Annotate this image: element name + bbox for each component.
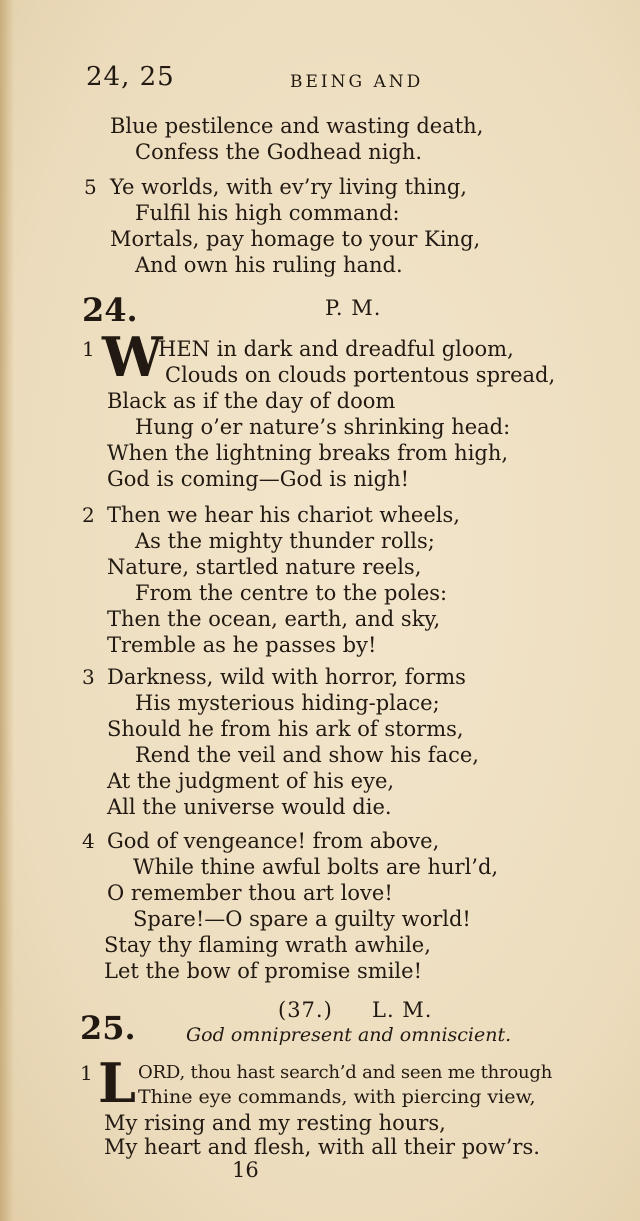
hymn23-v5-line: Ye worlds, with ev’ry living thing, [110, 175, 467, 199]
hymn24-v2-line: From the centre to the poles: [135, 581, 448, 605]
hymn25-v1-line: My rising and my resting hours, [104, 1111, 446, 1135]
verse-number: 4 [82, 829, 95, 853]
hymn24-v4-line: Let the bow of promise smile! [104, 959, 423, 983]
verse-number: 1 [82, 337, 95, 361]
hymn24-v3-line: Should he from his ark of storms, [107, 717, 464, 741]
hymn24-v2-line: Tremble as he passes by! [107, 633, 377, 657]
hymn23-v5-line: And own his ruling hand. [135, 253, 403, 277]
verse-number: 3 [82, 665, 95, 689]
hymn24-v4-line: Spare!—O spare a guilty world! [133, 907, 471, 931]
hymn24-v4-line: Stay thy flaming wrath awhile, [104, 933, 431, 957]
hymn-reference: (37.) [278, 998, 333, 1022]
hymn24-v1-line: Clouds on clouds portentous spread, [165, 363, 556, 387]
hymn25-v1-line: ORD, thou hast search’d and seen me through [138, 1062, 553, 1083]
hymn-number: 24. [82, 291, 138, 329]
verse-number: 5 [84, 175, 97, 199]
hymn24-v2-line: Then we hear his chariot wheels, [107, 503, 460, 527]
hymn24-v1-line: HEN in dark and dreadful gloom, [158, 337, 514, 361]
hymn24-v3-line: Rend the veil and show his face, [135, 743, 479, 767]
hymn23-line: Confess the Godhead nigh. [135, 140, 423, 164]
hymn24-v2-line: As the mighty thunder rolls; [135, 529, 435, 553]
hymn24-v1-line: God is coming—God is nigh! [107, 467, 410, 491]
drop-cap: W [102, 325, 163, 389]
verse-number: 1 [80, 1061, 93, 1085]
hymn-meter: L. M. [372, 998, 433, 1022]
hymn24-v3-line: Darkness, wild with horror, forms [107, 665, 466, 689]
hymn24-v1-line: When the lightning breaks from high, [107, 441, 509, 465]
page-range-header: 24, 25 [86, 62, 175, 92]
hymn24-v4-line: God of vengeance! from above, [107, 829, 440, 853]
hymn24-v2-line: Nature, startled nature reels, [107, 555, 422, 579]
hymn25-v1-line: Thine eye commands, with piercing view, [138, 1086, 536, 1108]
hymn24-v3-line: At the judgment of his eye, [107, 769, 395, 793]
hymn24-v3-line: All the universe would die. [107, 795, 392, 819]
hymn23-line: Blue pestilence and wasting death, [110, 114, 484, 138]
hymn24-v2-line: Then the ocean, earth, and sky, [107, 607, 441, 631]
hymn24-v4-line: While thine awful bolts are hurl’d, [133, 855, 499, 879]
hymn24-v1-line: Black as if the day of doom [107, 389, 396, 413]
running-title: BEING AND [290, 72, 424, 92]
verse-number: 2 [82, 503, 95, 527]
hymn-subtitle: God omnipresent and omniscient. [186, 1024, 512, 1046]
hymn25-v1-line: My heart and flesh, with all their pow’rs. [104, 1135, 540, 1159]
hymn23-v5-line: Mortals, pay homage to your King, [110, 227, 481, 251]
hymn-meter: P. M. [325, 296, 382, 320]
hymn24-v3-line: His mysterious hiding-place; [135, 691, 440, 715]
hymn23-v5-line: Fulfil his high command: [135, 201, 400, 225]
hymn-number: 25. [80, 1009, 136, 1047]
drop-cap: L [98, 1051, 136, 1115]
page-number: 16 [232, 1158, 259, 1182]
page-edge-shadow [0, 0, 14, 1221]
hymn24-v1-line: Hung o’er nature’s shrinking head: [135, 415, 511, 439]
hymn24-v4-line: O remember thou art love! [107, 881, 393, 905]
